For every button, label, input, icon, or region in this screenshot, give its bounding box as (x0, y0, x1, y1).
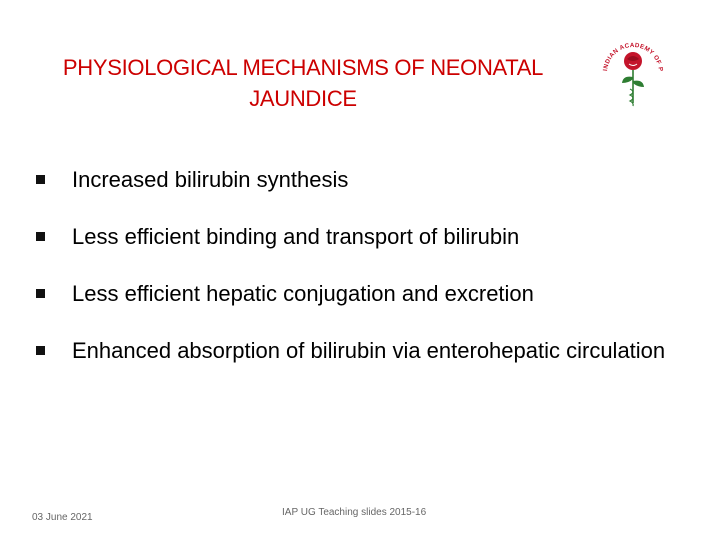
bullet-text: Less efficient binding and transport of bilirubin (72, 224, 520, 249)
list-item (36, 323, 696, 379)
iap-logo-graphic (601, 31, 665, 111)
slide-title-text: PHYSIOLOGICAL MECHANISMS OF NEONATAL JAUNDICE (62, 55, 544, 111)
list-item (36, 160, 696, 200)
bullet-text: Less efficient hepatic conjugation and excretion (72, 281, 534, 306)
square-bullet-icon (36, 289, 45, 298)
bullet-text: Increased bilirubin synthesis (72, 167, 349, 192)
iap-logo (601, 31, 665, 111)
square-bullet-icon (36, 175, 45, 184)
square-bullet-icon (36, 232, 45, 241)
list-item (36, 217, 696, 257)
bullet-list (36, 160, 696, 396)
square-bullet-icon (36, 346, 45, 355)
list-item (36, 274, 696, 314)
footer-caption: IAP UG Teaching slides 2015-16 (282, 507, 427, 518)
footer-date: 03 June 2021 (32, 512, 93, 523)
bullet-text: Enhanced absorption of bilirubin via enterohepatic circulation (72, 338, 666, 363)
slide-title (20, 52, 586, 114)
logo-text: INDIAN ACADEMY OF P (602, 41, 665, 73)
